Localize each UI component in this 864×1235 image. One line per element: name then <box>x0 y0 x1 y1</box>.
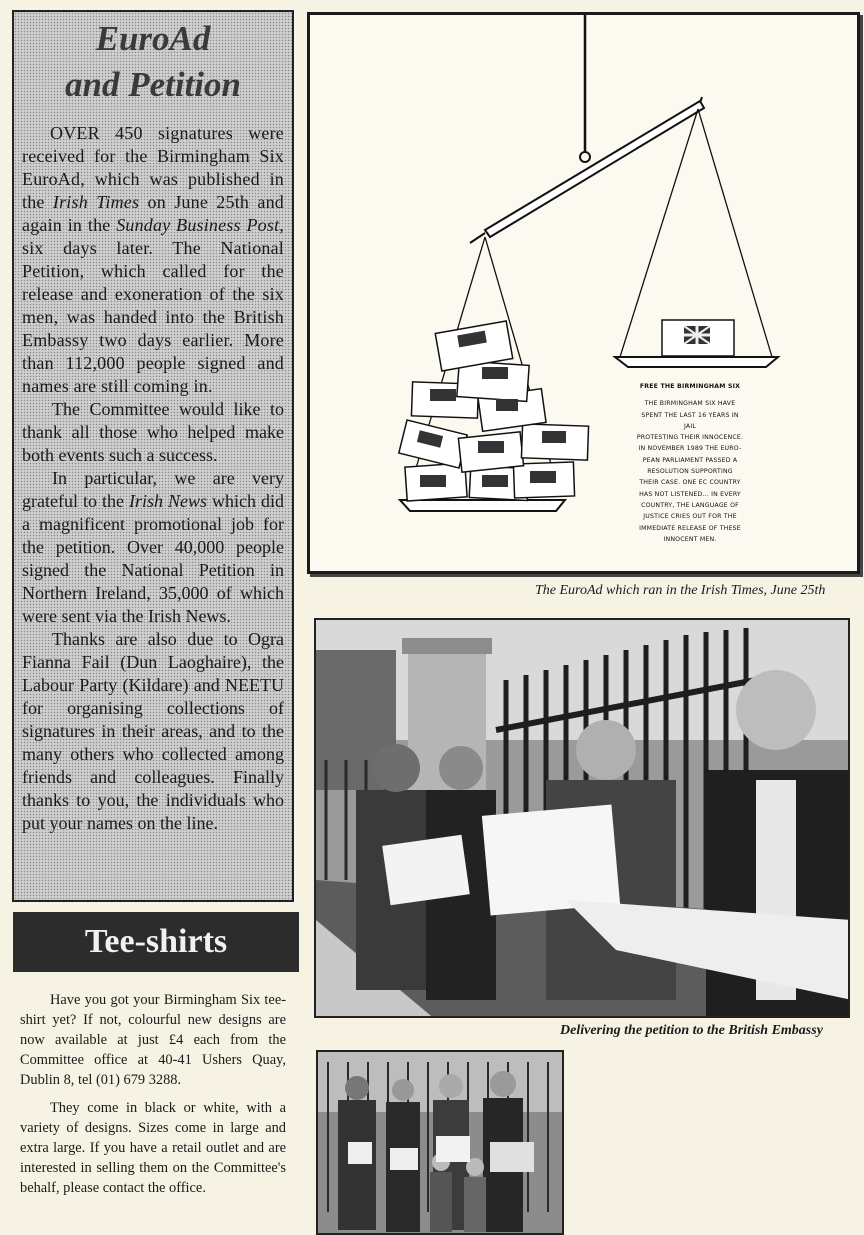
advert-line: IN NOVEMBER 1989 THE EURO- <box>638 445 742 453</box>
paragraph-3 <box>22 467 284 628</box>
group-photo <box>316 1050 564 1235</box>
advert-line: PROTESTING THEIR INNOCENCE. <box>636 434 744 442</box>
teeshirts-heading: Tee-shirts <box>13 912 299 972</box>
article-body <box>22 122 284 835</box>
photo-caption: Delivering the petition to the British Embassy <box>560 1023 823 1038</box>
paragraph-1 <box>22 122 284 398</box>
advert-line: PEAN PARLIAMENT PASSED A <box>642 456 738 464</box>
advert-heading: FREE THE BIRMINGHAM SIX <box>639 383 741 390</box>
advert-line: COUNTRY, THE LANGUAGE OF <box>641 501 739 509</box>
advert-line: INNOCENT MEN. <box>663 535 717 543</box>
p3-text-a: In particular, we are very grateful to the <box>22 468 284 511</box>
advert-line: JUSTICE CRIES OUT FOR THE <box>643 513 737 521</box>
article-title <box>22 16 284 108</box>
title-line-2: and Petition <box>65 65 241 104</box>
advert-line: THE BIRMINGHAM SIX HAVE <box>644 400 736 408</box>
advert-line: HAS NOT LISTENED... IN EVERY <box>639 490 741 498</box>
paragraph-4: Thanks are also due to Ogra Fianna Fail (Dun Laoghaire), the Labour Party (Kildare) and NEETU for organising collections of signatures in their areas, and to the many others who collected among friends and colleagues. Finally thanks to you, the individuals who put your names on the line. <box>22 629 284 833</box>
paragraph-2: The Committee would like to thank all those who helped make both events such a success. <box>22 399 284 465</box>
irish-times-title: Irish Times <box>52 192 140 212</box>
p1-text-a: OVER 450 signatures were received for the Birmingham Six EuroAd, which was published in the <box>22 123 284 212</box>
sunday-business-post-title: Sunday Business Post, <box>116 215 284 235</box>
advert-text <box>635 381 745 545</box>
teeshirts-paragraph-2: They come in black or white, with a variety of designs. Sizes come in large and extra large. If you have a retail outlet and are interested in selling them on the Committee's behalf, please contact the office. <box>20 1100 286 1196</box>
p1-text-b: on June 25th and again in the <box>22 192 284 235</box>
scales-of-justice-drawing <box>310 15 863 577</box>
euroad-article <box>12 10 294 902</box>
embassy-petition-photo <box>314 618 850 1018</box>
euroad-illustration <box>307 12 860 574</box>
advert-line: THEIR CASE. ONE EC COUNTRY <box>639 479 741 487</box>
teeshirts-article <box>20 990 286 1206</box>
p3-text-b: which did a magnificent promotional job for the petition. Over 40,000 people signed the National Petition in Northern Ireland, 35,000 of which were sent via the Irish News. <box>22 491 284 626</box>
title-line-1: EuroAd <box>95 19 211 58</box>
euroad-caption: The EuroAd which ran in the Irish Times, June 25th <box>535 583 826 598</box>
irish-news-title: Irish News <box>128 491 207 511</box>
p1-text-c: six days later. The National Petition, which called for the release and exoneration of the six men, was handed into the British Embassy two days earlier. More than 112,000 people signed and names are still coming in. <box>22 238 284 396</box>
group-photo-illustration <box>318 1052 564 1235</box>
advert-line: IMMEDIATE RELEASE OF THESE <box>639 524 741 532</box>
advert-line: RESOLUTION SUPPORTING <box>647 468 733 476</box>
photo-illustration <box>316 620 850 1018</box>
teeshirts-paragraph-1: Have you got your Birmingham Six tee-shirt yet? If not, colourful new designs are now available at just £4 each from the Committee office at 40-41 Ushers Quay, Dublin 8, tel (01) 679 3288. <box>20 992 286 1088</box>
advert-line: SPENT THE LAST 16 YEARS IN JAIL <box>641 411 739 430</box>
